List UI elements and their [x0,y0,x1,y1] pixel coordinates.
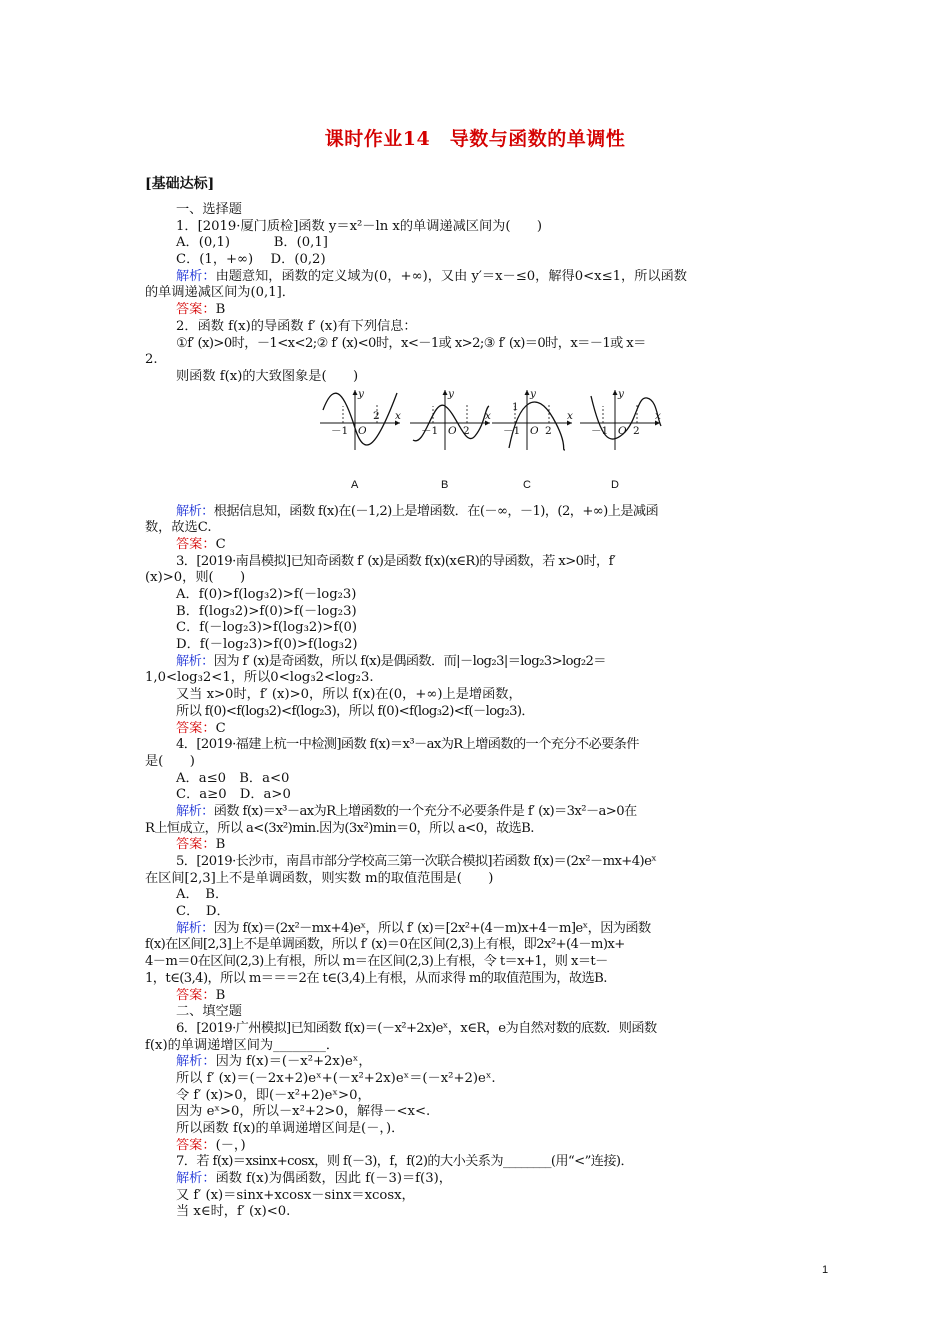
text-line [145,352,807,369]
text-line [145,285,807,302]
graph-C-tick-1: 1 [512,400,519,413]
line-text: 4－m＝0在区间(2,3)上有根，所以 m＝在区间(2,3)上有根，令 t＝x+1，则 x＝t－ [145,954,608,970]
text-line [145,202,807,219]
text-line [145,704,807,721]
graph-D-tick-2: 2 [633,424,640,437]
graph-A-curve [323,393,397,445]
line-text: B [215,302,226,318]
line-text: 1，t∈(3,4)，所以 m＝＝＝2在 t∈(3,4)上有根，从而求得 m的取值范围为，故选B. [145,970,607,986]
line-text: B．f(log₃2)>f(0)>f(－log₂3) [176,603,357,619]
line-text: C．f(－log₂3)>f(log₃2)>f(0) [176,620,358,636]
text-line [145,1088,807,1105]
graph-caption-B: B [441,478,449,491]
graph-caption-A: A [351,478,359,491]
line-text: 因为 f′ (x)是奇函数，所以 f(x)是偶函数．而|－log₂3|＝log₂3>log₂2＝ [213,653,606,669]
analysis-label: 解析： [176,920,214,936]
text-line [145,1038,807,1055]
text-line [145,252,807,269]
line-text: 当 x∈时，f′ (x)<0. [176,1204,291,1220]
analysis-line [145,654,807,671]
graph-B-tick-neg1: －1 [421,424,439,437]
text-line [145,369,807,386]
analysis-line [145,1171,807,1188]
graph-A-origin-label: O [358,424,367,437]
line-text: (x)>0，则( ) [145,570,246,586]
line-text: 由题意知，函数的定义域为(0，+∞)，又由 y′＝x－≤0，解得0<x≤1，所以函数 [215,268,687,284]
graph-options-figure [315,388,675,500]
answer-label: 答案： [176,987,216,1003]
text-line [145,336,807,353]
graph-D-y-arrow [613,390,618,395]
graph-A-y-arrow [353,390,358,395]
graph-D-x-label: x [655,409,661,422]
text-line [145,670,807,687]
text-line [145,570,807,587]
analysis-line [145,921,807,938]
text-line [145,1004,807,1021]
answer-label: 答案： [176,837,216,853]
graph-A-y-label: y [358,387,364,400]
graph-caption-D: D [611,478,619,491]
graph-C-x-label: x [567,409,573,422]
line-text: 根据信息知，函数 f(x)在(－1,2)上是增函数．在(－∞，－1)，(2，+∞)上是减函 [213,503,659,519]
text-line [145,235,807,252]
graph-B-origin-label: O [448,424,457,437]
graph-D-tick-neg1: －1 [591,424,609,437]
text-line [145,971,807,988]
graph-B-x-label: x [485,409,491,422]
answer-label: 答案： [176,302,216,318]
analysis-label: 解析： [176,653,214,669]
line-text: 2. [145,352,158,368]
line-text: 6．[2019·广州模拟]已知函数 f(x)＝(－x²+2x)eˣ，x∈R，e为自然对数的底数．则函数 [176,1020,657,1036]
line-text: 因为 f(x)＝(2x²－mx+4)eˣ，所以 f′ (x)＝[2x²+(4－m)x+4－m]eˣ，因为函数 [213,920,651,936]
graph-D-origin-label: O [618,424,627,437]
line-text: 的单调递减区间为(0,1]． [145,285,295,301]
line-text: 是( ) [145,753,195,769]
line-text: 3．[2019·南昌模拟]已知奇函数 f′ (x)是函数 f(x)(x∈R)的导函数，若 x>0时，f′ [176,553,616,569]
line-text: 5．[2019·长沙市，南昌市部分学校高三第一次联合模拟]若函数 f(x)＝(2x²－mx+4)eˣ [176,854,657,869]
line-text: 在区间[2,3]上不是单调函数，则实数 m的取值范围是( ) [145,870,494,886]
graph-caption-C: C [523,478,531,491]
text-line [145,737,807,754]
text-line [145,1154,807,1171]
text-line [145,1204,807,1221]
analysis-line [145,1054,807,1071]
line-text: D．f(－log₂3)>f(0)>f(log₃2) [176,637,358,653]
answer-line [145,1138,807,1155]
line-text: 7．若 f(x)＝xsinx+cosx，则 f(－3)，f，f(2)的大小关系为________(用“<”连接)． [176,1154,634,1170]
line-text: 二、填空题 [176,1004,242,1020]
line-text: 数，故选C. [145,520,212,536]
graph-C-tick-neg1: －1 [503,424,521,437]
answer-label: 答案： [176,1137,216,1153]
text-line [145,1121,807,1138]
graph-B-y-label: y [448,387,454,400]
analysis-label: 解析： [176,1054,216,1070]
line-text: C．a≥0 D．a>0 [176,787,291,803]
analysis-label: 解析： [176,803,214,819]
line-text: 又 f′ (x)＝sinx+xcosx－sinx＝xcosx， [176,1187,415,1203]
analysis-line [145,504,807,521]
answer-label: 答案： [176,536,216,552]
line-text: 因为 eˣ>0，所以－x²+2>0，解得－<x<. [176,1104,431,1120]
text-line [145,687,807,704]
line-text: 令 f′ (x)>0，即(－x²+2)eˣ>0， [176,1087,371,1103]
line-text: (－，) [215,1137,246,1153]
line-text: f(x)在区间[2,3]上不是单调函数，所以 f′ (x)＝0在区间(2,3)上有根，即2x²+(4－m)x+ [145,937,625,953]
analysis-line [145,269,807,286]
text-line [145,871,807,888]
analysis-label: 解析： [176,1171,216,1187]
graph-C-tick-2: 2 [545,424,552,437]
line-text: 4．[2019·福建上杭一中检测]函数 f(x)＝x³－ax为R上增函数的一个充分不必要条件 [176,737,639,753]
text-line [145,637,807,654]
line-text: 1,0<log₃2<1，所以0<log₃2<log₂3. [145,670,374,686]
answer-line [145,537,807,554]
line-text: C． D． [176,904,230,920]
analysis-line [145,804,807,821]
line-text: 则函数 f(x)的大致图象是( ) [176,368,359,384]
text-line [145,1188,807,1205]
figure-block [145,386,807,504]
line-text: ①f′ (x)>0时，－1<x<2;② f′ (x)<0时，x<－1或 x>2;③ f′ (x)＝0时，x＝－1或 x＝ [176,335,646,351]
line-text: 函数 f(x)＝x³－ax为R上增函数的一个充分不必要条件是 f′ (x)＝3x²－a>0在 [213,803,637,819]
text-line [145,319,807,336]
text-line [145,954,807,971]
line-text: B [215,987,226,1003]
graph-C-y-arrow [525,390,530,395]
graph-C-origin-label: O [530,424,539,437]
text-line [145,887,807,904]
text-line [145,754,807,771]
answer-line [145,988,807,1005]
page-number: 1 [822,1264,829,1276]
graph-D-y-label: y [618,387,624,400]
graph-B-y-arrow [443,390,448,395]
line-text: 因为 f(x)＝(－x²+2x)eˣ， [215,1054,372,1070]
line-text: B [215,837,226,853]
line-text: A．f(0)>f(log₃2)>f(－log₂3) [176,587,357,602]
text-line [145,554,807,571]
text-line [145,604,807,621]
exercise-content [145,202,807,1221]
page-title: 课时作业14 导数与函数的单调性 [324,128,626,150]
text-line [145,821,807,838]
line-text: 1．[2019·厦门质检]函数 y＝x²－ln x的单调递减区间为( ) [176,218,542,234]
line-text: A． B． [176,887,229,903]
line-text: 所以函数 f(x)的单调递增区间是(－，)． [176,1121,405,1136]
text-line [145,1021,807,1038]
text-line [145,904,807,921]
graph-A-tick-2: 2 [373,409,380,422]
analysis-label: 解析： [176,268,216,284]
line-text: A．(0,1) B．(0,1] [176,235,328,251]
line-text: R上恒成立，所以 a<(3x²)min.因为(3x²)min＝0，所以 a<0，故选B. [145,820,534,836]
line-text: C [215,536,226,552]
text-line [145,620,807,637]
line-text: 所以 f′ (x)＝(－2x+2)eˣ+(－x²+2x)eˣ＝(－x²+2)eˣ. [176,1070,496,1086]
line-text: 又当 x>0时，f′ (x)>0，所以 f(x)在(0，+∞)上是增函数， [176,687,522,703]
answer-line [145,302,807,319]
line-text: 一、选择题 [176,202,242,217]
line-text: 函数 f(x)为偶函数，因此 f(－3)＝f(3)， [215,1171,452,1187]
graph-A-tick-neg1: －1 [331,424,349,437]
answer-line [145,837,807,854]
text-line [145,587,807,604]
line-text: A．a≤0 B．a<0 [176,770,290,786]
line-text: C．(1，+∞) D．(0,2) [176,252,326,268]
text-line [145,771,807,788]
section-heading: [基础达标] [145,176,215,192]
answer-line [145,721,807,738]
graph-A-x-label: x [395,409,401,422]
line-text: C [215,720,226,736]
answer-label: 答案： [176,720,216,736]
text-line [145,787,807,804]
text-line [145,937,807,954]
graph-B-tick-2: 2 [463,424,470,437]
line-text: f(x)的单调递增区间为________． [145,1037,340,1053]
line-text: 所以 f(0)<f(log₃2)<f(log₂3)，所以 f(0)<f(log₃2)<f(－log₂3)． [176,703,535,719]
line-text: 2．函数 f(x)的导函数 f′ (x)有下列信息： [176,318,417,334]
text-line [145,219,807,236]
text-line [145,1071,807,1088]
text-line [145,1104,807,1121]
text-line [145,520,807,537]
text-line [145,854,807,871]
graph-C-y-label: y [530,387,536,400]
analysis-label: 解析： [176,503,214,519]
